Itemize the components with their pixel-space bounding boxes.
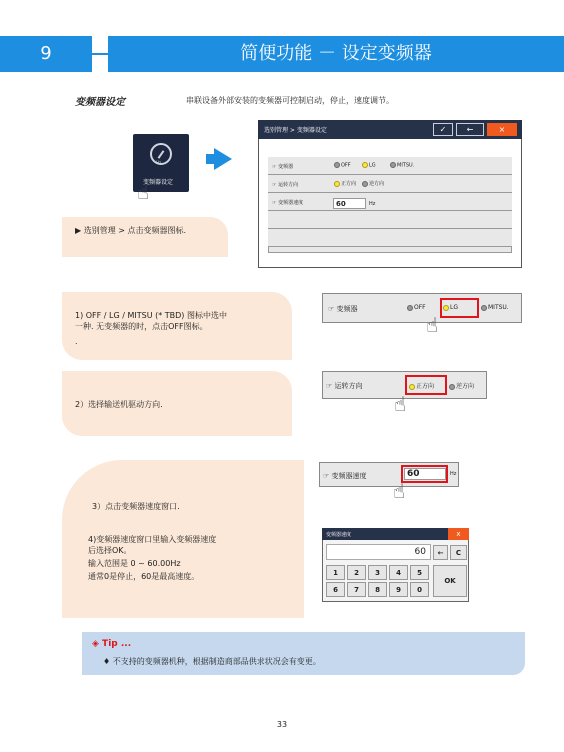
option-off[interactable]: OFF — [334, 162, 351, 169]
screen-title: 选别管理 > 变频器设定 — [264, 127, 327, 134]
callout-step-1-line3: . — [75, 337, 78, 346]
arrow-right-icon — [214, 148, 232, 170]
callout-step-3-text: 3）点击变频器速度窗口. — [92, 502, 180, 511]
crop-inverter-label: ☞ 变频器 — [328, 305, 358, 313]
back-button[interactable]: ← — [456, 123, 484, 136]
direction-label: ☞ 运转方向 — [272, 182, 299, 188]
callout-step-0-text: ▶ 选别管理 > 点击变频器图标. — [75, 226, 187, 235]
callout-step-1-line1: 1) OFF / LG / MITSU (* TBD) 图标中选中 — [75, 311, 227, 320]
tip-title: ◈ Tip ... — [92, 639, 132, 649]
radio-icon — [362, 181, 368, 187]
radio-icon — [334, 162, 340, 168]
keypad-key-1[interactable]: 1 — [326, 565, 345, 580]
pointing-hand-icon: ☝ — [393, 479, 406, 503]
keypad-clear-button[interactable]: C — [450, 545, 467, 560]
crop-option-lg[interactable]: LG — [443, 304, 458, 311]
section-description: 串联设备外部安装的变频器可控制启动，停止，速度调节。 — [186, 96, 394, 105]
keypad-key-0[interactable]: 0 — [410, 582, 429, 597]
crop-speed-label: ☞ 变频器速度 — [323, 472, 367, 480]
keypad-title: 变频器速度 — [326, 532, 352, 538]
pointing-hand-icon: ☝ — [137, 180, 150, 204]
keypad-key-8[interactable]: 8 — [368, 582, 387, 597]
radio-icon — [481, 305, 487, 311]
callout-step-0 — [62, 217, 228, 257]
callout-step-2-text: 2）选择输送机驱动方向. — [75, 400, 163, 409]
speed-input[interactable]: 60 — [333, 198, 366, 209]
row-speed — [268, 193, 512, 211]
callout-step-4-line3: 输入范围是 0 ~ 60.00Hz — [88, 559, 181, 568]
keypad-display: 60 — [326, 544, 431, 560]
tip-box — [82, 632, 525, 675]
crop-direction-label: ☞ 运转方向 — [326, 382, 363, 390]
tip-text: ♦ 不支持的变频器机种，根据制造商部品供求状况会有变更。 — [103, 657, 321, 666]
keypad-key-3[interactable]: 3 — [368, 565, 387, 580]
option-mitsu[interactable]: MITSU. — [390, 162, 414, 169]
tile-label: 变频器设定 — [143, 179, 174, 186]
keypad-key-7[interactable]: 7 — [347, 582, 366, 597]
option-reverse[interactable]: 逆方向 — [362, 180, 384, 187]
option-lg[interactable]: LG — [362, 162, 376, 169]
close-button[interactable]: × — [487, 123, 517, 136]
confirm-button[interactable]: ✓ — [433, 123, 453, 136]
keypad-key-6[interactable]: 6 — [326, 582, 345, 597]
chapter-title: 简便功能 － 设定变频器 — [240, 43, 432, 64]
option-forward[interactable]: 正方向 — [334, 180, 356, 187]
highlight-box — [405, 375, 447, 395]
keypad-close-button[interactable]: x — [448, 528, 469, 540]
crop-option-off[interactable]: OFF — [407, 304, 426, 311]
highlight-box — [440, 298, 479, 318]
crop-option-forward[interactable]: 正方向 — [409, 381, 434, 390]
crop-option-reverse[interactable]: 逆方向 — [449, 381, 474, 390]
crop-speed-input[interactable]: 60 — [404, 468, 446, 480]
tile-unit: Hz — [156, 160, 162, 165]
section-title: 变频器设定 — [75, 97, 125, 108]
pointing-hand-icon: ☝ — [426, 313, 439, 337]
row-empty-1 — [268, 211, 512, 229]
radio-selected-icon — [334, 181, 340, 187]
row-direction — [268, 175, 512, 193]
highlight-box — [401, 465, 448, 483]
speed-label: ☞ 变频器速度 — [272, 200, 304, 206]
crop-option-mitsu[interactable]: MITSU. — [481, 304, 509, 311]
keypad-key-5[interactable]: 5 — [410, 565, 429, 580]
chapter-number: 9 — [40, 43, 52, 64]
callout-step-4-line1: 4)变频器速度窗口里输入变频器速度 — [88, 535, 217, 544]
keypad-key-9[interactable]: 9 — [389, 582, 408, 597]
callout-step-1-line2: 一种. 无变频器的时，点击OFF图标。 — [75, 322, 208, 331]
keypad-backspace-button[interactable]: ← — [433, 545, 448, 560]
radio-selected-icon — [362, 162, 368, 168]
row-empty-2 — [268, 229, 512, 247]
crop-speed-unit: Hz — [450, 471, 457, 477]
radio-icon — [407, 305, 413, 311]
callout-step-4-line4: 通常0是停止，60是最高速度。 — [88, 572, 200, 581]
radio-icon — [449, 384, 455, 390]
page-number: 33 — [276, 720, 288, 729]
radio-icon — [390, 162, 396, 168]
speed-unit: Hz — [369, 201, 376, 207]
inverter-label: ☞ 变频器 — [272, 164, 294, 170]
keypad-ok-button[interactable]: OK — [433, 565, 467, 597]
callout-step-4-line2: 后选择OK。 — [88, 546, 132, 555]
pointing-hand-icon: ☝ — [394, 392, 407, 416]
keypad-key-2[interactable]: 2 — [347, 565, 366, 580]
keypad-key-4[interactable]: 4 — [389, 565, 408, 580]
